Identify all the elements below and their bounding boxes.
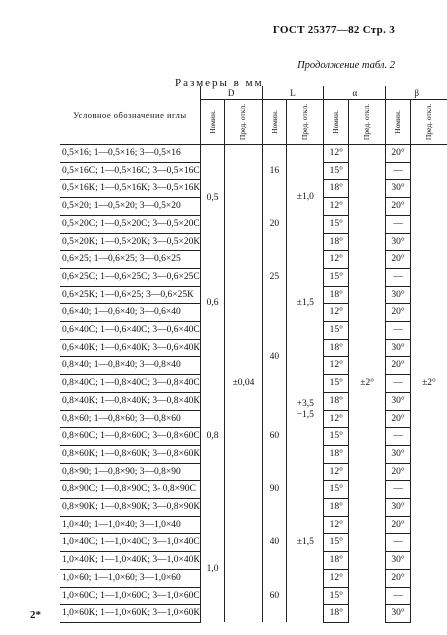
D-nom-cell: 0,6	[200, 251, 225, 357]
alpha-nom-cell: 12°	[324, 410, 349, 428]
designation-cell: 1,0×40К; 1—1,0×40К; 3—1,0×40К	[60, 552, 200, 570]
L-nom-cell: 40	[262, 516, 287, 569]
alpha-nom-cell: 18°	[324, 499, 349, 517]
continuation-caption: Продолжение табл. 2	[297, 60, 395, 71]
L-dev-cell: ±1,0	[287, 145, 324, 251]
table-body	[60, 145, 447, 623]
designation-cell: 0,8×90К; 1—0,8×90К; 3—0,8×90К	[60, 499, 200, 517]
designation-cell: 0,8×90С; 1—0,8×90С; 3- 0,8×90С	[60, 481, 200, 499]
designation-header: Условное обозначение иглы	[60, 86, 200, 145]
beta-nom-cell: —	[386, 481, 411, 499]
beta-nom-cell: 20°	[386, 463, 411, 481]
beta-nom-cell: —	[386, 375, 411, 393]
alpha-nom-cell: 15°	[324, 162, 349, 180]
D-nom-header: Номин.	[207, 110, 217, 134]
beta-nom-cell: —	[386, 428, 411, 446]
alpha-nom-cell: 18°	[324, 552, 349, 570]
designation-cell: 0,5×20С; 1—0,5×20С; 3—0,5×20С	[60, 215, 200, 233]
beta-dev-cell: ±2°	[422, 378, 436, 389]
designation-cell: 0,6×25; 1—0,6×25; 3—0,6×25	[60, 251, 200, 269]
beta-dev-header: Пред. откл.	[423, 103, 433, 141]
beta-nom-cell: 20°	[386, 410, 411, 428]
L-dev-cell: ±1,5	[287, 463, 324, 622]
D-nom-cell: 0,8	[200, 357, 225, 516]
beta-nom-cell: 30°	[386, 552, 411, 570]
beta-nom-cell: 30°	[386, 392, 411, 410]
alpha-nom-cell: 15°	[324, 322, 349, 340]
gost-header: ГОСТ 25377—82 Стр. 3	[272, 24, 395, 36]
beta-nom-cell: 20°	[386, 569, 411, 587]
beta-nom-cell: 20°	[386, 145, 411, 163]
beta-nom-cell: 20°	[386, 251, 411, 269]
L-dev-cell: +3,5 −1,5	[287, 357, 324, 463]
beta-nom-cell: —	[386, 322, 411, 340]
designation-cell: 0,6×25С; 1—0,6×25С; 3—0,6×25С	[60, 268, 200, 286]
alpha-nom-cell: 18°	[324, 445, 349, 463]
beta-nom-cell: —	[386, 534, 411, 552]
beta-nom-cell: —	[386, 162, 411, 180]
D-nom-cell: 1,0	[200, 516, 225, 622]
designation-cell: 0,8×60К; 1—0,8×60К; 3—0,8×60К	[60, 445, 200, 463]
beta-nom-cell: —	[386, 215, 411, 233]
L-nom-cell: 25	[262, 251, 287, 304]
alpha-dev-header: Пред. откл.	[362, 103, 372, 141]
beta-nom-cell: 20°	[386, 304, 411, 322]
designation-cell: 0,6×25К; 1—0,6×25; 3—0,6×25К	[60, 286, 200, 304]
alpha-nom-cell: 18°	[324, 286, 349, 304]
beta-nom-header: Номин.	[393, 110, 403, 134]
L-nom-cell: 40	[262, 304, 287, 410]
alpha-nom-cell: 15°	[324, 534, 349, 552]
alpha-nom-cell: 12°	[324, 569, 349, 587]
designation-cell: 1,0×60С; 1—1,0×60С; 3—1,0×60С	[60, 587, 200, 605]
L-nom-cell: 16	[262, 145, 287, 198]
designation-cell: 0,5×16С; 1—0,5×16С; 3—0,5×16С	[60, 162, 200, 180]
designation-cell: 0,5×16; 1—0,5×16; 3—0,5×16	[60, 145, 200, 163]
designation-cell: 0,8×40С; 1—0,8×40С; 3—0,8×40С	[60, 375, 200, 393]
beta-nom-cell: 20°	[386, 516, 411, 534]
designation-cell: 1,0×60К; 1—1,0×60К; 3—1,0×60К	[60, 605, 200, 623]
designation-cell: 0,8×60; 1—0,8×60; 3—0,8×60	[60, 410, 200, 428]
L-nom-header: Номин.	[269, 110, 279, 134]
alpha-nom-cell: 12°	[324, 463, 349, 481]
table-row	[60, 145, 447, 163]
L-dev-header: Пред. откл.	[300, 103, 310, 141]
needle-table	[60, 86, 447, 623]
alpha-nom-cell: 18°	[324, 392, 349, 410]
L-nom-cell: 60	[262, 410, 287, 463]
alpha-nom-cell: 12°	[324, 304, 349, 322]
alpha-nom-cell: 15°	[324, 428, 349, 446]
L-nom-cell: 60	[262, 569, 287, 622]
alpha-nom-header: Номин.	[331, 110, 341, 134]
L-dev-cell: ±1,5	[287, 251, 324, 357]
beta-nom-cell: 20°	[386, 357, 411, 375]
D-dev-header: Пред. откл.	[238, 103, 248, 141]
page-footnote: 2*	[30, 609, 41, 621]
alpha-nom-cell: 12°	[324, 251, 349, 269]
L-header: L	[262, 86, 324, 100]
beta-header: β	[386, 86, 447, 100]
beta-nom-cell: 30°	[386, 499, 411, 517]
beta-nom-cell: 20°	[386, 198, 411, 216]
designation-cell: 0,6×40К; 1—0,6×40К; 3—0,6×40К	[60, 339, 200, 357]
L-nom-cell: 90	[262, 463, 287, 516]
alpha-nom-cell: 12°	[324, 357, 349, 375]
designation-cell: 0,6×40; 1—0,6×40; 3—0,6×40	[60, 304, 200, 322]
designation-cell: 0,8×60С; 1—0,8×60С; 3—0,8×60С	[60, 428, 200, 446]
designation-cell: 0,8×40; 1—0,8×40; 3—0,8×40	[60, 357, 200, 375]
beta-nom-cell: 30°	[386, 445, 411, 463]
beta-nom-cell: —	[386, 268, 411, 286]
D-header: D	[200, 86, 262, 100]
beta-nom-cell: 30°	[386, 180, 411, 198]
alpha-nom-cell: 15°	[324, 268, 349, 286]
designation-cell: 0,5×16К; 1—0,5×16К; 3—0,5×16К	[60, 180, 200, 198]
designation-cell: 0,5×20К; 1—0,5×20К; 3—0,5×20К	[60, 233, 200, 251]
alpha-nom-cell: 18°	[324, 605, 349, 623]
designation-cell: 1,0×60; 1—1,0×60; 3—1,0×60	[60, 569, 200, 587]
D-nom-cell: 0,5	[200, 145, 225, 251]
alpha-nom-cell: 15°	[324, 587, 349, 605]
alpha-header: α	[324, 86, 386, 100]
alpha-nom-cell: 12°	[324, 198, 349, 216]
designation-cell: 1,0×40; 1—1,0×40; 3—1,0×40	[60, 516, 200, 534]
beta-nom-cell: 30°	[386, 233, 411, 251]
designation-cell: 0,6×40С; 1—0,6×40С; 3—0,6×40С	[60, 322, 200, 340]
alpha-nom-cell: 18°	[324, 180, 349, 198]
designation-cell: 0,5×20; 1—0,5×20; 3—0,5×20	[60, 198, 200, 216]
alpha-nom-cell: 18°	[324, 339, 349, 357]
L-nom-cell: 20	[262, 198, 287, 251]
alpha-nom-cell: 18°	[324, 233, 349, 251]
designation-cell: 0,8×90; 1—0,8×90; 3—0,8×90	[60, 463, 200, 481]
alpha-nom-cell: 12°	[324, 516, 349, 534]
sizes-caption: Размеры в мм	[175, 77, 264, 89]
alpha-nom-cell: 15°	[324, 215, 349, 233]
beta-nom-cell: —	[386, 587, 411, 605]
alpha-dev-cell: ±2°	[349, 145, 386, 623]
D-dev-cell: ±0,04	[225, 145, 262, 623]
alpha-nom-cell: 15°	[324, 481, 349, 499]
beta-nom-cell: 30°	[386, 605, 411, 623]
beta-nom-cell: 30°	[386, 286, 411, 304]
beta-nom-cell: 30°	[386, 339, 411, 357]
designation-cell: 1,0×40С; 1—1,0×40С; 3—1,0×40С	[60, 534, 200, 552]
alpha-nom-cell: 12°	[324, 145, 349, 163]
alpha-nom-cell: 15°	[324, 375, 349, 393]
designation-cell: 0,8×40К; 1—0,8×40К; 3—0,8×40К	[60, 392, 200, 410]
